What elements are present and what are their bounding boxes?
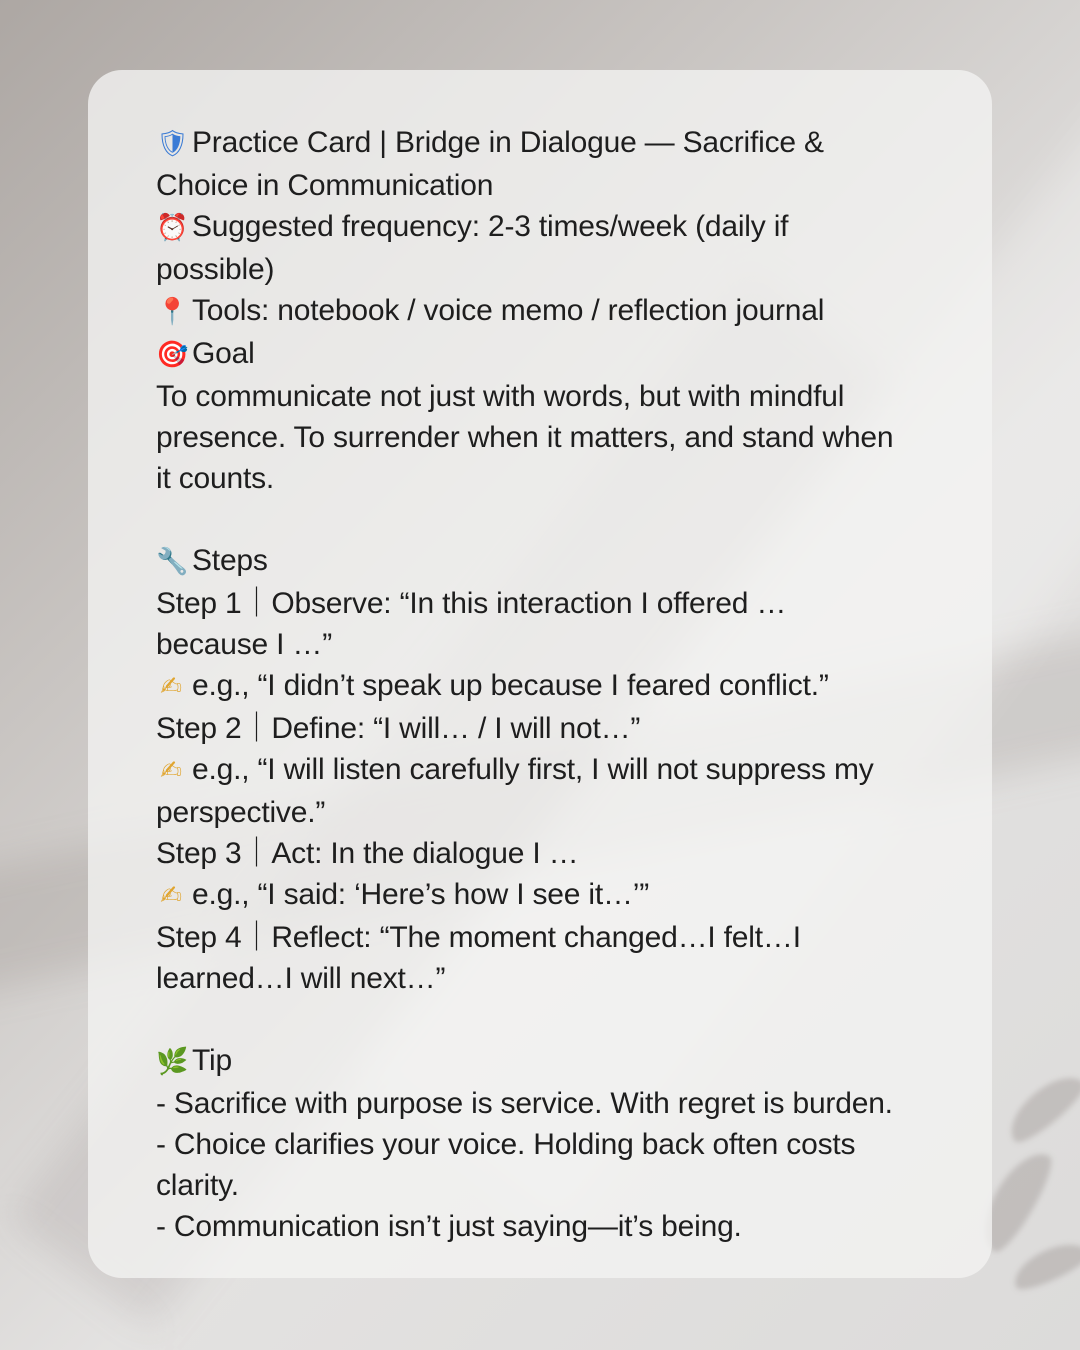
- herb-icon: 🌿: [156, 1047, 189, 1077]
- tips-line: [156, 1206, 924, 1247]
- tips-text: - Communication isn’t just saying—it’s being.: [156, 1210, 742, 1243]
- header-text: it counts.: [156, 462, 275, 495]
- card-content: [156, 122, 924, 1247]
- header-text: possible): [156, 253, 275, 286]
- header-line: [156, 376, 924, 417]
- header-text: Practice Card | Bridge in Dialogue — Sacrifice &: [192, 126, 824, 159]
- steps-line: [156, 833, 924, 874]
- steps-text: Step 1｜Observe: “In this interaction I offered …: [156, 587, 787, 620]
- spacer: [156, 999, 924, 1040]
- header-line: [156, 290, 924, 333]
- spacer: [156, 499, 924, 540]
- steps-text: learned…I will next…”: [156, 962, 446, 995]
- tips-text: - Sacrifice with purpose is service. With regret is burden.: [156, 1087, 893, 1120]
- tips-line: [156, 1165, 924, 1206]
- steps-line: [156, 792, 924, 833]
- header-line: [156, 417, 924, 458]
- steps-line: [156, 665, 924, 708]
- header-line: [156, 122, 924, 165]
- steps-text: Step 2｜Define: “I will… / I will not…”: [156, 712, 641, 745]
- steps-text: Step 4｜Reflect: “The moment changed…I felt…I: [156, 921, 801, 954]
- steps-line: [156, 874, 924, 917]
- alarm-clock-icon: ⏰: [156, 213, 189, 243]
- steps-line: [156, 708, 924, 749]
- steps-section: [156, 540, 924, 999]
- writing-hand-icon: ✍: [160, 756, 182, 786]
- steps-line: [156, 624, 924, 665]
- header-text: Tools: notebook / voice memo / reflection journal: [192, 294, 825, 327]
- practice-card: [88, 70, 992, 1278]
- steps-text: Steps: [192, 544, 268, 577]
- steps-text: e.g., “I didn’t speak up because I feared conflict.”: [192, 669, 829, 702]
- header-line: [156, 333, 924, 376]
- steps-text: Step 3｜Act: In the dialogue I …: [156, 837, 579, 870]
- header-text: Choice in Communication: [156, 169, 494, 202]
- steps-text: perspective.”: [156, 796, 326, 829]
- steps-line: [156, 540, 924, 583]
- header-line: [156, 165, 924, 206]
- tips-section: [156, 1040, 924, 1247]
- tips-text: Tip: [192, 1044, 232, 1077]
- wrench-icon: 🔧: [156, 547, 189, 577]
- header-text: To communicate not just with words, but with mindful: [156, 380, 845, 413]
- steps-line: [156, 917, 924, 958]
- header-line: [156, 458, 924, 499]
- steps-text: because I …”: [156, 628, 333, 661]
- header-text: Suggested frequency: 2-3 times/week (daily if: [192, 210, 789, 243]
- shield-icon: 🛡: [156, 129, 189, 159]
- writing-hand-icon: ✍: [160, 672, 182, 702]
- tips-line: [156, 1124, 924, 1165]
- tips-text: - Choice clarifies your voice. Holding back often costs: [156, 1128, 856, 1161]
- pushpin-icon: 📍: [156, 297, 189, 327]
- steps-text: e.g., “I will listen carefully first, I will not suppress my: [192, 753, 874, 786]
- header-text: presence. To surrender when it matters, and stand when: [156, 421, 894, 454]
- writing-hand-icon: ✍: [160, 881, 182, 911]
- header-line: [156, 249, 924, 290]
- tips-line: [156, 1083, 924, 1124]
- steps-text: e.g., “I said: ‘Here’s how I see it…’”: [192, 878, 650, 911]
- header-section: [156, 122, 924, 499]
- steps-line: [156, 749, 924, 792]
- target-icon: 🎯: [156, 340, 189, 370]
- steps-line: [156, 583, 924, 624]
- steps-line: [156, 958, 924, 999]
- header-line: [156, 206, 924, 249]
- header-text: Goal: [192, 337, 255, 370]
- tips-text: clarity.: [156, 1169, 239, 1202]
- tips-line: [156, 1040, 924, 1083]
